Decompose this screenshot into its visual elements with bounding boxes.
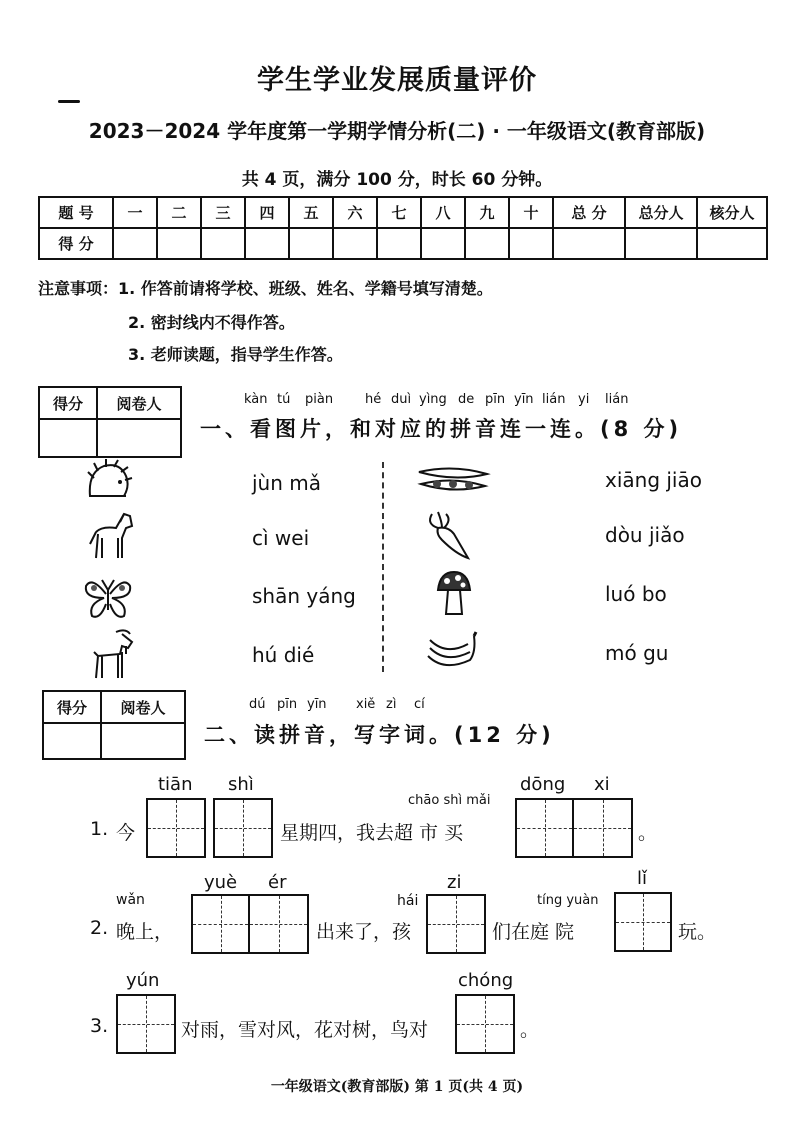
section2-title: 二、读拼音，写字词。(12 分) [204, 723, 555, 747]
note-item: 1. 作答前请将学校、班级、姓名、学籍号填写清楚。 [118, 279, 493, 298]
score-cell[interactable] [697, 228, 767, 259]
q2-pinyin-zi: zi [447, 872, 462, 893]
score-header-cell: 总 分 [553, 197, 625, 228]
q2-pinyin-wan: wǎn [116, 892, 145, 908]
grader-box-2 [42, 690, 186, 760]
q2-text-4: 玩。 [678, 921, 717, 943]
score-table [38, 196, 768, 260]
q2-pinyin-li: lǐ [637, 868, 648, 889]
q1-text-3: 。 [638, 822, 658, 844]
section1-pinyin-7: de [458, 392, 475, 407]
q1-pinyin-chaoshimai: chāo shì mǎi [408, 793, 491, 808]
section1-pinyin-3: piàn [305, 392, 334, 407]
section1-title: 一、看图片，和对应的拼音连一连。(8 分) [200, 417, 683, 441]
q1-pinyin-xi: xi [594, 774, 610, 795]
q1-pinyin-shi: shì [228, 774, 254, 795]
score-table-header-row [39, 197, 767, 228]
q2-text-3: 们在庭 院 [492, 921, 575, 943]
score-row-label: 得 分 [39, 228, 113, 259]
q3-text-2: 。 [520, 1019, 540, 1041]
q1-number: 1. [90, 818, 109, 840]
q3-pinyin-yun: yún [126, 970, 160, 991]
q1-answer-box-2[interactable] [213, 798, 273, 858]
score-cell[interactable] [289, 228, 333, 259]
q1-text-1: 今 [116, 822, 136, 844]
section1-divider [382, 462, 384, 672]
section1-pinyin-11: yi [578, 392, 590, 407]
goat-icon[interactable] [86, 626, 140, 682]
score-header-cell: 七 [377, 197, 421, 228]
q2-pinyin-er: ér [268, 872, 287, 893]
score-header-cell: 二 [157, 197, 201, 228]
q1-answer-box-3[interactable] [515, 798, 633, 858]
left-pinyin-3[interactable]: shān yáng [252, 584, 356, 608]
radish-icon[interactable] [424, 510, 474, 562]
right-pinyin-3[interactable]: luó bo [605, 582, 667, 606]
q3-text-1: 对雨，雪对风，花对树，鸟对 [181, 1019, 429, 1041]
score-cell[interactable] [377, 228, 421, 259]
note-item: 3. 老师读题，指导学生作答。 [128, 345, 343, 364]
q1-text-2: 星期四，我去超 市 买 [280, 822, 464, 844]
q2-text-2: 出来了，孩 [316, 921, 412, 943]
section2-pinyin-4: xiě [356, 697, 376, 712]
horse-icon[interactable] [86, 508, 138, 564]
left-pinyin-2[interactable]: cì wei [252, 526, 310, 550]
q3-answer-box-2[interactable] [455, 994, 515, 1054]
grader-box-1 [38, 386, 182, 458]
q3-number: 3. [90, 1015, 109, 1037]
section1-pinyin-4: hé [365, 392, 382, 407]
right-pinyin-4[interactable]: mó gu [605, 641, 669, 665]
q2-pinyin-hai: hái [397, 893, 419, 909]
score-header-cell: 三 [201, 197, 245, 228]
score-header-cell: 八 [421, 197, 465, 228]
score-table-score-row [39, 228, 767, 259]
score-header-cell: 十 [509, 197, 553, 228]
left-pinyin-4[interactable]: hú dié [252, 643, 315, 667]
score-header-cell: 九 [465, 197, 509, 228]
grader-score-label: 得分 [43, 691, 101, 723]
notes-label: 注意事项： [38, 279, 119, 298]
exam-info: 共 4 页，满分 100 分，时长 60 分钟。 [241, 170, 553, 190]
grader-score-field[interactable] [43, 723, 101, 759]
grader-score-field[interactable] [39, 419, 97, 457]
section1-pinyin-2: tú [277, 392, 291, 407]
hedgehog-icon[interactable] [82, 458, 134, 504]
q2-text-1: 晚上， [116, 921, 174, 943]
q2-pinyin-tingyuan: tíng yuàn [537, 893, 599, 908]
grader-reviewer-label: 阅卷人 [97, 387, 181, 419]
section2-pinyin-3: yīn [307, 697, 327, 712]
score-cell[interactable] [201, 228, 245, 259]
section1-pinyin-9: yīn [514, 392, 534, 407]
section2-pinyin-1: dú [249, 697, 266, 712]
score-header-cell: 核分人 [697, 197, 767, 228]
page-title: 学生学业发展质量评价 [257, 65, 537, 96]
score-header-cell: 一 [113, 197, 157, 228]
score-header-cell: 六 [333, 197, 377, 228]
score-cell[interactable] [333, 228, 377, 259]
q3-answer-box-1[interactable] [116, 994, 176, 1054]
q2-pinyin-yue: yuè [204, 872, 238, 893]
score-cell[interactable] [113, 228, 157, 259]
section1-pinyin-12: lián [605, 392, 629, 407]
beans-icon[interactable] [415, 462, 491, 496]
score-cell[interactable] [245, 228, 289, 259]
q2-answer-box-3[interactable] [614, 892, 672, 952]
score-header-cell: 题 号 [39, 197, 113, 228]
mushroom-icon[interactable] [436, 570, 472, 618]
q2-answer-box-1[interactable] [191, 894, 309, 954]
score-header-cell: 总分人 [625, 197, 697, 228]
right-pinyin-2[interactable]: dòu jiǎo [605, 523, 685, 547]
score-cell[interactable] [553, 228, 625, 259]
section1-pinyin-5: duì [391, 392, 412, 407]
grader-reviewer-field[interactable] [97, 419, 181, 457]
score-cell[interactable] [157, 228, 201, 259]
score-header-cell: 五 [289, 197, 333, 228]
score-header-cell: 四 [245, 197, 289, 228]
butterfly-icon[interactable] [82, 574, 134, 622]
section2-pinyin-6: cí [414, 697, 425, 712]
margin-mark [58, 100, 80, 103]
section1-pinyin-1: kàn [244, 392, 268, 407]
q1-pinyin-tian: tiān [158, 774, 193, 795]
section1-pinyin-8: pīn [485, 392, 506, 407]
right-pinyin-1[interactable]: xiāng jiāo [605, 468, 702, 492]
page-subtitle: 2023－2024 学年度第一学期学情分析(二) · 一年级语文(教育部版) [88, 119, 706, 143]
q1-answer-box-1[interactable] [146, 798, 206, 858]
q2-number: 2. [90, 917, 109, 939]
score-cell[interactable] [509, 228, 553, 259]
score-cell[interactable] [465, 228, 509, 259]
section2-pinyin-5: zì [386, 697, 397, 712]
page-footer: 一年级语文(教育部版) 第 1 页(共 4 页) [270, 1079, 524, 1095]
grader-reviewer-label: 阅卷人 [101, 691, 185, 723]
section1-pinyin-10: lián [542, 392, 566, 407]
score-cell[interactable] [625, 228, 697, 259]
q3-pinyin-chong: chóng [458, 970, 514, 991]
q1-pinyin-dong: dōng [520, 774, 566, 795]
banana-icon[interactable] [424, 630, 480, 674]
note-item: 2. 密封线内不得作答。 [128, 313, 295, 332]
left-pinyin-1[interactable]: jùn mǎ [252, 471, 322, 495]
notes-line-1 [38, 276, 493, 299]
grader-score-label: 得分 [39, 387, 97, 419]
section1-pinyin-6: yìng [419, 392, 447, 407]
grader-reviewer-field[interactable] [101, 723, 185, 759]
q2-answer-box-2[interactable] [426, 894, 486, 954]
score-cell[interactable] [421, 228, 465, 259]
section2-pinyin-2: pīn [277, 697, 298, 712]
